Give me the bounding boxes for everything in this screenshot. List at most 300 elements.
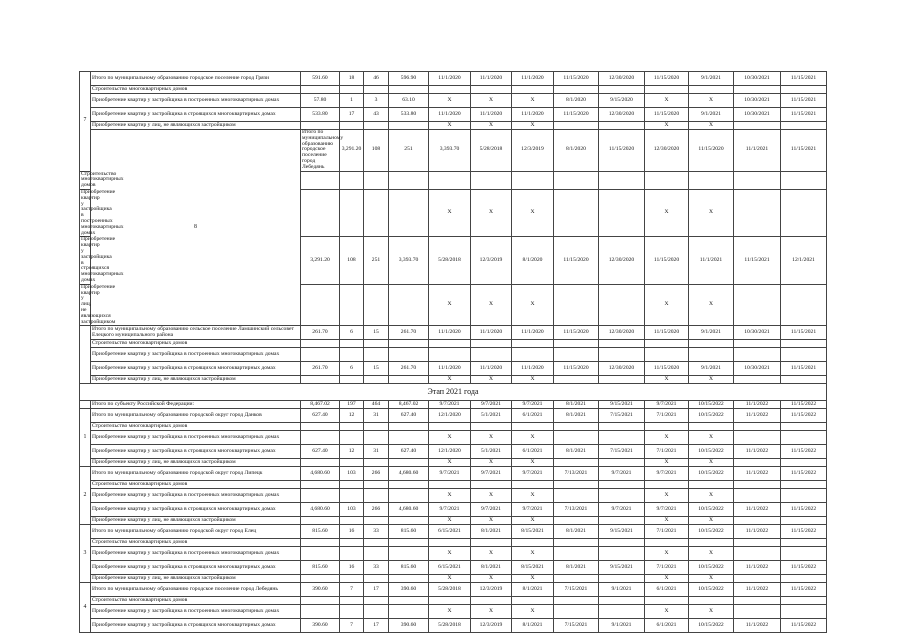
row-description: Приобретение квартир у застройщика в строящихся многоквартирных домах — [91, 445, 301, 459]
table-cell — [389, 86, 429, 94]
table-cell: 8/1/2021 — [471, 561, 512, 575]
table-cell: 9/7/2021 — [512, 503, 554, 517]
table-cell — [689, 171, 734, 189]
table-cell: 10/15/2022 — [689, 467, 734, 481]
table-cell: 11/15/2020 — [645, 108, 689, 122]
table-cell: X — [429, 489, 471, 503]
table-cell — [471, 597, 512, 605]
table-cell — [554, 376, 599, 384]
table-cell — [389, 547, 429, 561]
table-cell: X — [429, 122, 471, 130]
table-cell — [429, 423, 471, 431]
table-cell: 8,467.02 — [301, 401, 340, 409]
table-cell: 11/15/2020 — [645, 72, 689, 86]
table-cell: X — [512, 431, 554, 445]
table-cell: X — [689, 189, 734, 236]
table-cell: 9/1/2021 — [599, 619, 645, 633]
table-row — [80, 575, 827, 583]
table-cell — [301, 547, 340, 561]
table-cell: 57.80 — [301, 94, 340, 108]
table-cell: 17 — [364, 583, 389, 597]
table-cell: 11/15/2020 — [645, 362, 689, 376]
table-cell — [301, 431, 340, 445]
table-cell: 17 — [340, 108, 364, 122]
table-cell: 4,680.60 — [301, 467, 340, 481]
table-cell — [340, 431, 364, 445]
table-cell: 11/1/2022 — [734, 445, 781, 459]
table-cell: 11/15/2020 — [554, 72, 599, 86]
table-cell: 11/1/2020 — [471, 326, 512, 340]
table-cell — [734, 431, 781, 445]
table-cell: X — [645, 94, 689, 108]
table-cell — [689, 423, 734, 431]
table-cell: 9/15/2021 — [599, 401, 645, 409]
table-cell: 11/1/2020 — [512, 326, 554, 340]
table-cell: 8/1/2021 — [554, 445, 599, 459]
table-cell: 10/15/2022 — [689, 401, 734, 409]
table-cell — [734, 517, 781, 525]
table-cell: X — [471, 284, 512, 326]
table-cell: 11/1/2020 — [512, 362, 554, 376]
table-cell: X — [429, 459, 471, 467]
table-cell: X — [689, 376, 734, 384]
table-cell: 12/1/2020 — [429, 445, 471, 459]
table-cell — [340, 517, 364, 525]
table-cell — [645, 597, 689, 605]
table-cell — [512, 423, 554, 431]
table-cell — [512, 340, 554, 348]
table-cell — [554, 284, 599, 326]
table-cell — [429, 348, 471, 362]
table-cell: 11/15/2022 — [781, 467, 827, 481]
table-row — [80, 376, 827, 384]
table-cell — [689, 340, 734, 348]
table-cell: X — [429, 605, 471, 619]
table-cell: X — [512, 189, 554, 236]
table-cell — [781, 86, 827, 94]
table-cell: 6/1/2021 — [512, 445, 554, 459]
table-cell — [340, 340, 364, 348]
table-row — [80, 340, 827, 348]
table-cell — [340, 459, 364, 467]
stage-header-row — [80, 384, 827, 401]
row-number: 4 — [80, 583, 91, 633]
table-cell: 9/7/2021 — [471, 401, 512, 409]
table-cell — [554, 547, 599, 561]
table-cell: X — [689, 489, 734, 503]
table-cell: 3,393.70 — [389, 237, 429, 284]
table-cell: 3,291.20 — [340, 130, 364, 172]
table-cell: 11/15/2021 — [781, 94, 827, 108]
table-cell — [645, 171, 689, 189]
table-cell: 7/15/2021 — [554, 583, 599, 597]
table-cell: X — [645, 122, 689, 130]
table-cell: 12/3/2019 — [471, 619, 512, 633]
row-number — [80, 401, 91, 409]
table-cell: 5/1/2021 — [471, 409, 512, 423]
table-cell: 11/15/2021 — [781, 72, 827, 86]
row-description: Строительство многоквартирных домов — [91, 539, 301, 547]
row-description: Итого по муниципальному образованию городской округ город Данков — [91, 409, 301, 423]
table-cell: 11/1/2022 — [734, 409, 781, 423]
table-cell — [389, 605, 429, 619]
table-cell: 10/15/2022 — [689, 583, 734, 597]
table-cell: 11/1/2020 — [429, 362, 471, 376]
table-cell: 17 — [364, 619, 389, 633]
table-cell: 390.60 — [301, 583, 340, 597]
table-cell — [734, 423, 781, 431]
table-cell — [301, 459, 340, 467]
table-row — [80, 583, 827, 597]
table-cell: 1 — [340, 94, 364, 108]
table-cell: 7/15/2021 — [599, 409, 645, 423]
table-cell: X — [429, 575, 471, 583]
table-cell: X — [429, 376, 471, 384]
table-cell — [599, 431, 645, 445]
table-cell: X — [512, 459, 554, 467]
table-cell — [364, 517, 389, 525]
table-cell: X — [689, 605, 734, 619]
table-cell — [340, 122, 364, 130]
table-cell: 591.60 — [301, 72, 340, 86]
table-cell: 11/1/2022 — [734, 619, 781, 633]
table-cell: X — [429, 94, 471, 108]
table-cell: 11/1/2020 — [471, 108, 512, 122]
table-cell — [389, 431, 429, 445]
table-row — [80, 348, 827, 362]
table-cell — [554, 348, 599, 362]
table-cell — [554, 517, 599, 525]
table-cell — [340, 575, 364, 583]
table-cell: 12/30/2020 — [599, 326, 645, 340]
table-cell: 12/3/2019 — [471, 237, 512, 284]
table-cell — [429, 481, 471, 489]
table-cell — [340, 539, 364, 547]
table-cell — [389, 171, 429, 189]
table-cell: 9/1/2021 — [689, 326, 734, 340]
table-cell: 11/1/2020 — [429, 72, 471, 86]
table-cell: 11/1/2020 — [471, 362, 512, 376]
table-cell: 12/30/2020 — [599, 362, 645, 376]
row-number: 3 — [80, 525, 91, 583]
table-cell: X — [512, 94, 554, 108]
table-cell — [734, 539, 781, 547]
table-cell: 16 — [340, 525, 364, 539]
table-cell: 31 — [364, 445, 389, 459]
table-cell: 11/1/2022 — [734, 561, 781, 575]
table-cell: 31 — [364, 409, 389, 423]
table-cell — [781, 605, 827, 619]
table-cell: 11/15/2022 — [781, 409, 827, 423]
table-cell: 11/15/2022 — [781, 503, 827, 517]
table-cell: 8/1/2021 — [554, 525, 599, 539]
table-cell: 4,680.60 — [301, 503, 340, 517]
table-cell: 10/15/2022 — [689, 525, 734, 539]
table-cell — [554, 489, 599, 503]
table-cell: X — [471, 459, 512, 467]
table-row — [80, 431, 827, 445]
table-cell: 12 — [340, 445, 364, 459]
table-cell: 627.40 — [389, 409, 429, 423]
table-cell — [301, 517, 340, 525]
table-cell — [554, 459, 599, 467]
table-cell: 108 — [340, 237, 364, 284]
table-cell: 63.10 — [389, 94, 429, 108]
table-cell: 7/13/2021 — [554, 503, 599, 517]
table-cell: 9/7/2021 — [429, 467, 471, 481]
table-cell: 12/30/2020 — [599, 237, 645, 284]
table-cell: 266 — [364, 503, 389, 517]
table-cell — [599, 423, 645, 431]
table-cell — [301, 348, 340, 362]
table-cell: 9/7/2021 — [512, 467, 554, 481]
table-cell: 9/7/2021 — [645, 401, 689, 409]
table-cell: 596.90 — [389, 72, 429, 86]
row-description: Строительство многоквартирных домов — [91, 481, 301, 489]
table-cell — [554, 340, 599, 348]
table-cell — [471, 481, 512, 489]
table-cell — [512, 597, 554, 605]
table-cell: 7/13/2021 — [554, 467, 599, 481]
table-cell — [364, 481, 389, 489]
table-cell — [364, 340, 389, 348]
table-cell — [734, 481, 781, 489]
table-cell: 11/1/2020 — [512, 108, 554, 122]
table-cell: X — [471, 547, 512, 561]
table-cell: 627.40 — [301, 445, 340, 459]
table-cell: 9/1/2021 — [689, 362, 734, 376]
table-cell: 9/15/2021 — [599, 525, 645, 539]
table-cell: 7 — [340, 619, 364, 633]
table-cell: 390.60 — [389, 583, 429, 597]
table-cell — [364, 284, 389, 326]
table-cell — [429, 597, 471, 605]
table-cell: X — [471, 517, 512, 525]
table-cell: 11/15/2020 — [554, 362, 599, 376]
table-cell: X — [512, 517, 554, 525]
table-cell — [340, 605, 364, 619]
table-cell: 7/1/2021 — [645, 525, 689, 539]
table-cell — [364, 597, 389, 605]
table-cell: 8/1/2020 — [512, 237, 554, 284]
table-cell: 5/28/2018 — [429, 619, 471, 633]
table-cell: 11/15/2020 — [599, 130, 645, 172]
table-cell — [389, 539, 429, 547]
table-cell — [512, 171, 554, 189]
table-cell — [781, 348, 827, 362]
table-cell: X — [645, 284, 689, 326]
table-cell: 3,291.20 — [301, 237, 340, 284]
row-description: Приобретение квартир у застройщика в построенных многоквартирных домах — [91, 94, 301, 108]
table-cell: 8,467.02 — [389, 401, 429, 409]
table-cell: 33 — [364, 561, 389, 575]
table-row — [80, 459, 827, 467]
table-row — [80, 423, 827, 431]
table-cell — [301, 597, 340, 605]
table-cell: 251 — [389, 130, 429, 172]
table-cell — [599, 597, 645, 605]
table-row — [80, 605, 827, 619]
table-cell — [429, 539, 471, 547]
table-cell: 7/15/2021 — [599, 445, 645, 459]
row-description: Строительство многоквартирных домов — [81, 170, 124, 189]
table-cell: 7/1/2021 — [645, 409, 689, 423]
table-cell: X — [689, 122, 734, 130]
table-cell — [734, 284, 781, 326]
table-cell: 10/15/2022 — [689, 445, 734, 459]
table-cell — [364, 189, 389, 236]
table-cell: 815.60 — [389, 561, 429, 575]
table-cell: 390.60 — [389, 619, 429, 633]
table-cell — [689, 86, 734, 94]
row-number: 7 — [80, 72, 91, 172]
table-cell — [389, 423, 429, 431]
table-cell: 33 — [364, 525, 389, 539]
table-cell — [599, 189, 645, 236]
table-cell — [781, 189, 827, 236]
program-stage-table — [79, 71, 827, 633]
table-cell — [301, 423, 340, 431]
table-cell: 11/15/2020 — [689, 130, 734, 172]
table-cell — [734, 171, 781, 189]
table-cell: 11/15/2022 — [781, 561, 827, 575]
table-cell — [364, 86, 389, 94]
table-cell: 11/15/2020 — [554, 108, 599, 122]
table-cell: X — [645, 575, 689, 583]
table-cell: 11/15/2022 — [781, 583, 827, 597]
table-cell — [689, 539, 734, 547]
table-cell — [599, 122, 645, 130]
table-row — [80, 94, 827, 108]
table-cell — [364, 171, 389, 189]
row-description: Приобретение квартир у застройщика в строящихся многоквартирных домах — [91, 503, 301, 517]
table-cell — [364, 423, 389, 431]
row-description: Строительство многоквартирных домов — [91, 423, 301, 431]
table-cell: X — [645, 489, 689, 503]
table-cell: 4,680.60 — [389, 503, 429, 517]
table-cell: 7/1/2021 — [645, 445, 689, 459]
table-cell — [599, 575, 645, 583]
row-description: Приобретение квартир у застройщика в построенных многоквартирных домах — [91, 431, 301, 445]
table-cell — [734, 489, 781, 503]
table-cell — [340, 489, 364, 503]
table-cell — [645, 423, 689, 431]
table-cell: X — [689, 94, 734, 108]
table-cell — [554, 189, 599, 236]
table-cell — [389, 340, 429, 348]
table-cell — [554, 481, 599, 489]
table-cell: 9/7/2021 — [471, 503, 512, 517]
table-row — [80, 445, 827, 459]
row-description: Строительство многоквартирных домов — [91, 597, 301, 605]
row-description: Приобретение квартир у застройщика в построенных многоквартирных домах — [91, 489, 301, 503]
table-cell: 6/15/2021 — [429, 561, 471, 575]
table-cell — [734, 348, 781, 362]
table-cell — [364, 575, 389, 583]
table-cell: 11/1/2021 — [689, 237, 734, 284]
table-cell — [389, 376, 429, 384]
row-description: Строительство многоквартирных домов — [91, 340, 301, 348]
table-cell — [301, 489, 340, 503]
table-cell — [689, 597, 734, 605]
table-cell: 8/1/2021 — [554, 409, 599, 423]
table-cell — [554, 431, 599, 445]
table-cell: X — [645, 547, 689, 561]
table-cell — [471, 539, 512, 547]
table-cell — [781, 122, 827, 130]
table-cell — [340, 171, 364, 189]
table-cell: X — [471, 376, 512, 384]
table-cell: 12/1/2020 — [429, 409, 471, 423]
table-cell: X — [471, 575, 512, 583]
table-cell: 464 — [364, 401, 389, 409]
table-row — [80, 503, 827, 517]
table-cell: X — [645, 459, 689, 467]
table-cell — [781, 517, 827, 525]
row-description: Итого по муниципальному образованию городской округ город Елец — [91, 525, 301, 539]
row-description: Приобретение квартир у застройщика в построенных многоквартирных домах — [91, 547, 301, 561]
table-row — [80, 86, 827, 94]
table-cell — [599, 547, 645, 561]
table-cell: 11/1/2020 — [429, 326, 471, 340]
table-cell — [599, 605, 645, 619]
table-cell: 9/15/2020 — [599, 94, 645, 108]
table-cell — [429, 171, 471, 189]
table-cell — [781, 489, 827, 503]
table-cell — [599, 489, 645, 503]
table-cell: X — [471, 489, 512, 503]
table-cell — [734, 575, 781, 583]
table-cell — [645, 481, 689, 489]
table-cell — [389, 284, 429, 326]
table-cell: 5/1/2021 — [471, 445, 512, 459]
table-cell: X — [689, 517, 734, 525]
table-cell: 11/15/2021 — [734, 237, 781, 284]
table-cell: 9/7/2021 — [429, 503, 471, 517]
table-cell: 12/3/2019 — [471, 583, 512, 597]
table-cell — [645, 348, 689, 362]
table-cell — [734, 547, 781, 561]
table-cell — [389, 575, 429, 583]
row-description: Приобретение квартир у застройщика в строящихся многоквартирных домах — [81, 236, 124, 283]
row-description: Приобретение квартир у застройщика в построенных многоквартирных домах — [81, 188, 124, 236]
table-cell: 261.70 — [389, 362, 429, 376]
row-description: Приобретение квартир у лиц, не являющихся застройщиком — [91, 517, 301, 525]
table-cell: 8/1/2021 — [554, 561, 599, 575]
table-cell: 815.60 — [301, 525, 340, 539]
table-cell: 9/7/2021 — [429, 401, 471, 409]
table-cell — [599, 284, 645, 326]
table-cell: 10/15/2022 — [689, 561, 734, 575]
table-cell: X — [512, 376, 554, 384]
table-cell — [554, 539, 599, 547]
table-cell: 197 — [340, 401, 364, 409]
table-cell: X — [645, 517, 689, 525]
table-cell: 261.70 — [301, 326, 340, 340]
table-cell: 11/1/2021 — [734, 130, 781, 172]
table-cell: 9/7/2021 — [599, 503, 645, 517]
table-cell — [781, 376, 827, 384]
table-cell: X — [689, 284, 734, 326]
table-cell: 15 — [364, 326, 389, 340]
table-row — [80, 326, 827, 340]
table-row — [80, 481, 827, 489]
table-cell: 251 — [364, 237, 389, 284]
table-cell — [512, 348, 554, 362]
table-cell: 8/1/2021 — [471, 525, 512, 539]
table-cell — [364, 459, 389, 467]
table-row — [80, 539, 827, 547]
